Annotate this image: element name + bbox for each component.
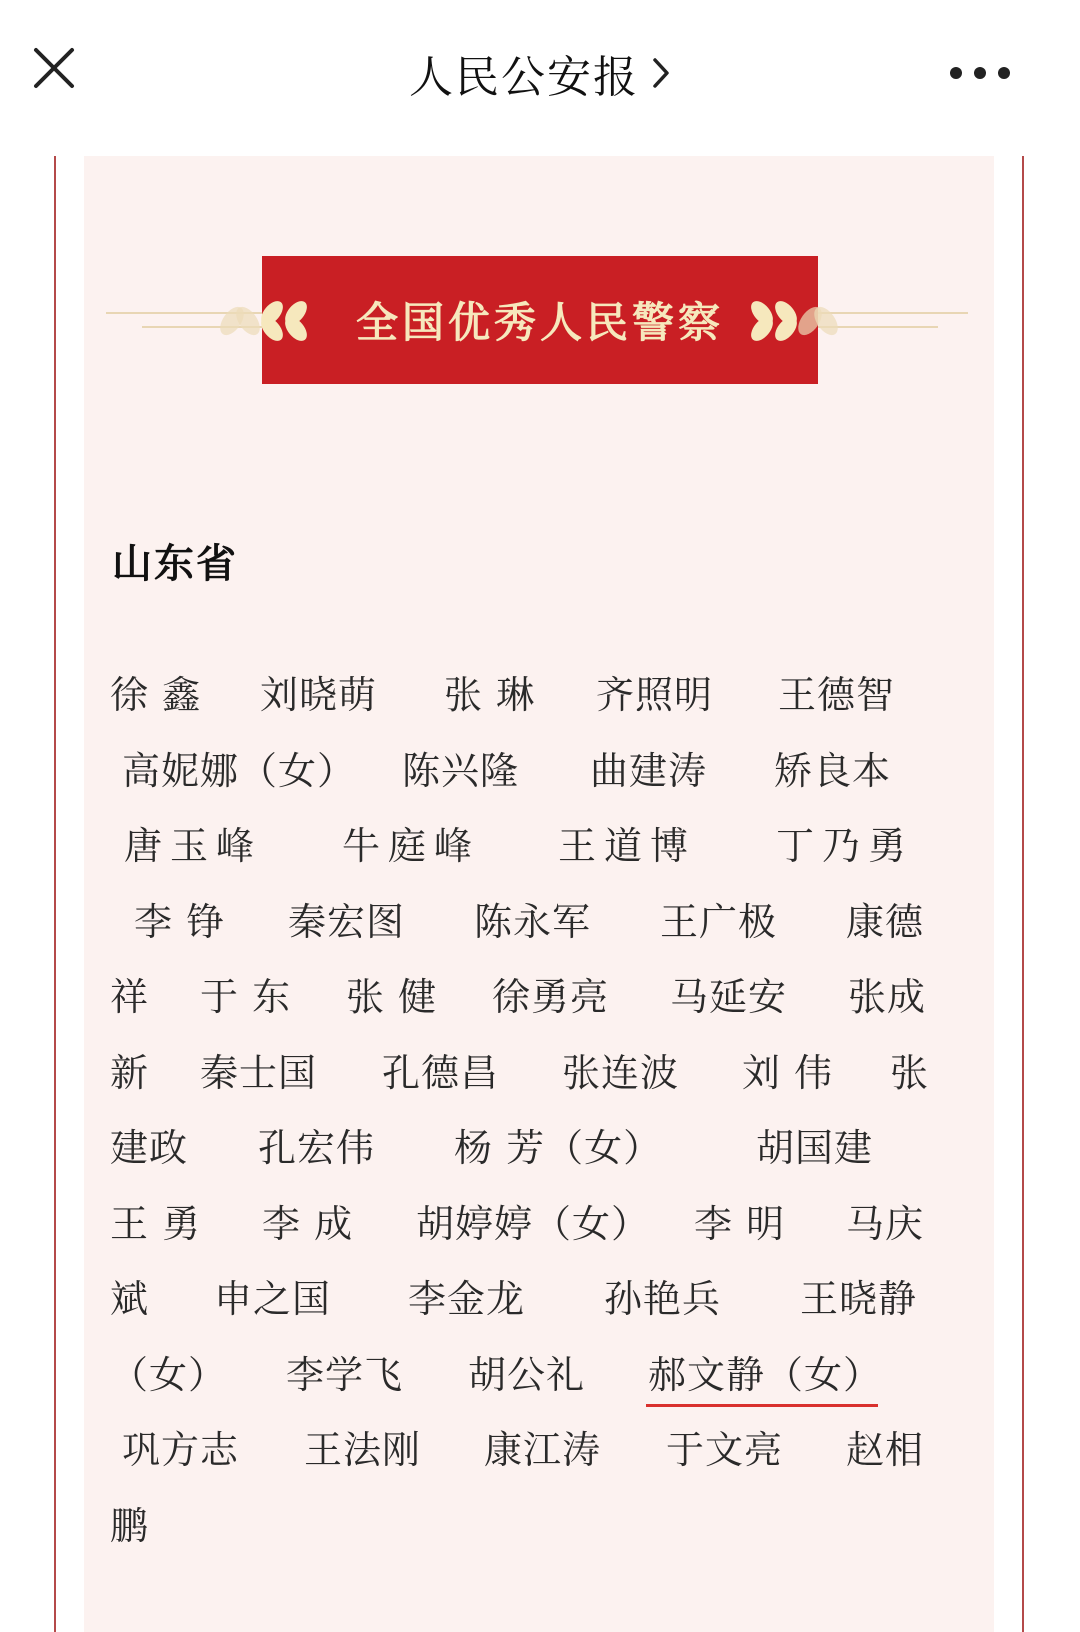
more-horizontal-icon bbox=[948, 65, 1012, 81]
person-name: 孔德昌 bbox=[382, 1050, 500, 1095]
person-name: 胡婷婷（女） bbox=[416, 1201, 651, 1246]
person-name: 曲建涛 bbox=[590, 748, 708, 793]
person-name: 牛庭峰 bbox=[342, 824, 481, 868]
more-button[interactable] bbox=[940, 48, 1020, 98]
province-heading: 山东省 bbox=[112, 541, 238, 587]
name-row bbox=[110, 736, 976, 812]
person-name: 赵相 bbox=[846, 1428, 925, 1472]
person-name: 于 东 bbox=[200, 975, 292, 1019]
name-list bbox=[110, 660, 976, 1566]
person-name: 建政 bbox=[110, 1126, 189, 1170]
person-name: 王晓静 bbox=[800, 1277, 918, 1321]
person-name: 杨 芳（女） bbox=[454, 1126, 663, 1170]
person-name: 唐玉峰 bbox=[124, 824, 263, 868]
person-name: 康德 bbox=[846, 899, 925, 944]
person-name: （女） bbox=[110, 1352, 228, 1397]
account-title-link[interactable] bbox=[0, 38, 1080, 108]
wheat-right-icon bbox=[736, 293, 846, 349]
name-row bbox=[110, 1189, 976, 1265]
person-name: 斌 bbox=[110, 1277, 150, 1321]
person-name: 王德智 bbox=[778, 673, 896, 717]
person-name: 孙艳兵 bbox=[604, 1277, 722, 1321]
wheat-left-icon bbox=[212, 293, 322, 349]
person-name: 胡公礼 bbox=[468, 1352, 586, 1397]
person-name: 王 勇 bbox=[110, 1201, 202, 1246]
top-navigation-bar bbox=[0, 0, 1080, 140]
person-name: 张连波 bbox=[562, 1050, 680, 1095]
account-title: 人民公安报 bbox=[409, 52, 639, 103]
person-name: 胡国建 bbox=[756, 1126, 874, 1170]
person-name: 张 bbox=[890, 1050, 930, 1095]
person-name: 祥 bbox=[110, 975, 150, 1019]
person-name: 徐 鑫 bbox=[110, 673, 202, 717]
chevron-right-icon bbox=[651, 56, 671, 90]
person-name: 李 成 bbox=[262, 1201, 354, 1246]
highlight-underline bbox=[646, 1404, 878, 1407]
person-name: 李 明 bbox=[694, 1201, 786, 1246]
person-name: 康江涛 bbox=[484, 1428, 602, 1472]
name-row bbox=[110, 887, 976, 963]
person-name: 徐勇亮 bbox=[492, 975, 610, 1019]
person-name: 张 琳 bbox=[444, 673, 536, 717]
person-name: 刘 伟 bbox=[742, 1050, 834, 1095]
person-name: 新 bbox=[110, 1050, 150, 1095]
name-row bbox=[110, 660, 976, 736]
person-name: 张 健 bbox=[346, 975, 438, 1019]
person-name: 李 铮 bbox=[134, 899, 226, 944]
name-row bbox=[110, 1491, 976, 1567]
person-name: 孔宏伟 bbox=[258, 1126, 376, 1170]
name-row bbox=[110, 1038, 976, 1114]
person-name: 巩方志 bbox=[122, 1428, 240, 1472]
person-name: 王道博 bbox=[558, 824, 697, 868]
banner-title: 全国优秀人民警察 bbox=[355, 298, 724, 347]
person-name: 马庆 bbox=[846, 1201, 925, 1246]
person-name: 张成 bbox=[848, 975, 927, 1019]
person-name: 于文亮 bbox=[666, 1428, 784, 1472]
person-name: 陈兴隆 bbox=[402, 748, 520, 793]
person-name: 李金龙 bbox=[408, 1277, 526, 1321]
award-banner bbox=[262, 256, 818, 384]
person-name: 马延安 bbox=[670, 975, 788, 1019]
person-name: 秦宏图 bbox=[288, 899, 406, 944]
person-name: 高妮娜（女） bbox=[122, 748, 357, 793]
person-name: 申之国 bbox=[214, 1277, 332, 1321]
person-name: 李学飞 bbox=[286, 1352, 404, 1397]
person-name: 鹏 bbox=[110, 1503, 150, 1548]
name-row bbox=[110, 811, 976, 887]
person-name: 刘晓萌 bbox=[260, 673, 378, 717]
person-name: 齐照明 bbox=[596, 673, 714, 717]
name-row bbox=[110, 1264, 976, 1340]
name-row bbox=[110, 1340, 976, 1416]
person-name: 王广极 bbox=[660, 899, 778, 944]
highlighted-person-name: 郝文静（女） bbox=[648, 1352, 883, 1397]
person-name: 秦士国 bbox=[200, 1050, 318, 1095]
person-name: 王法刚 bbox=[304, 1428, 422, 1472]
name-row bbox=[110, 1415, 976, 1491]
person-name: 矫良本 bbox=[774, 748, 892, 793]
person-name: 陈永军 bbox=[474, 899, 592, 944]
name-row bbox=[110, 962, 976, 1038]
person-name: 丁乃勇 bbox=[776, 824, 915, 868]
name-row bbox=[110, 1113, 976, 1189]
